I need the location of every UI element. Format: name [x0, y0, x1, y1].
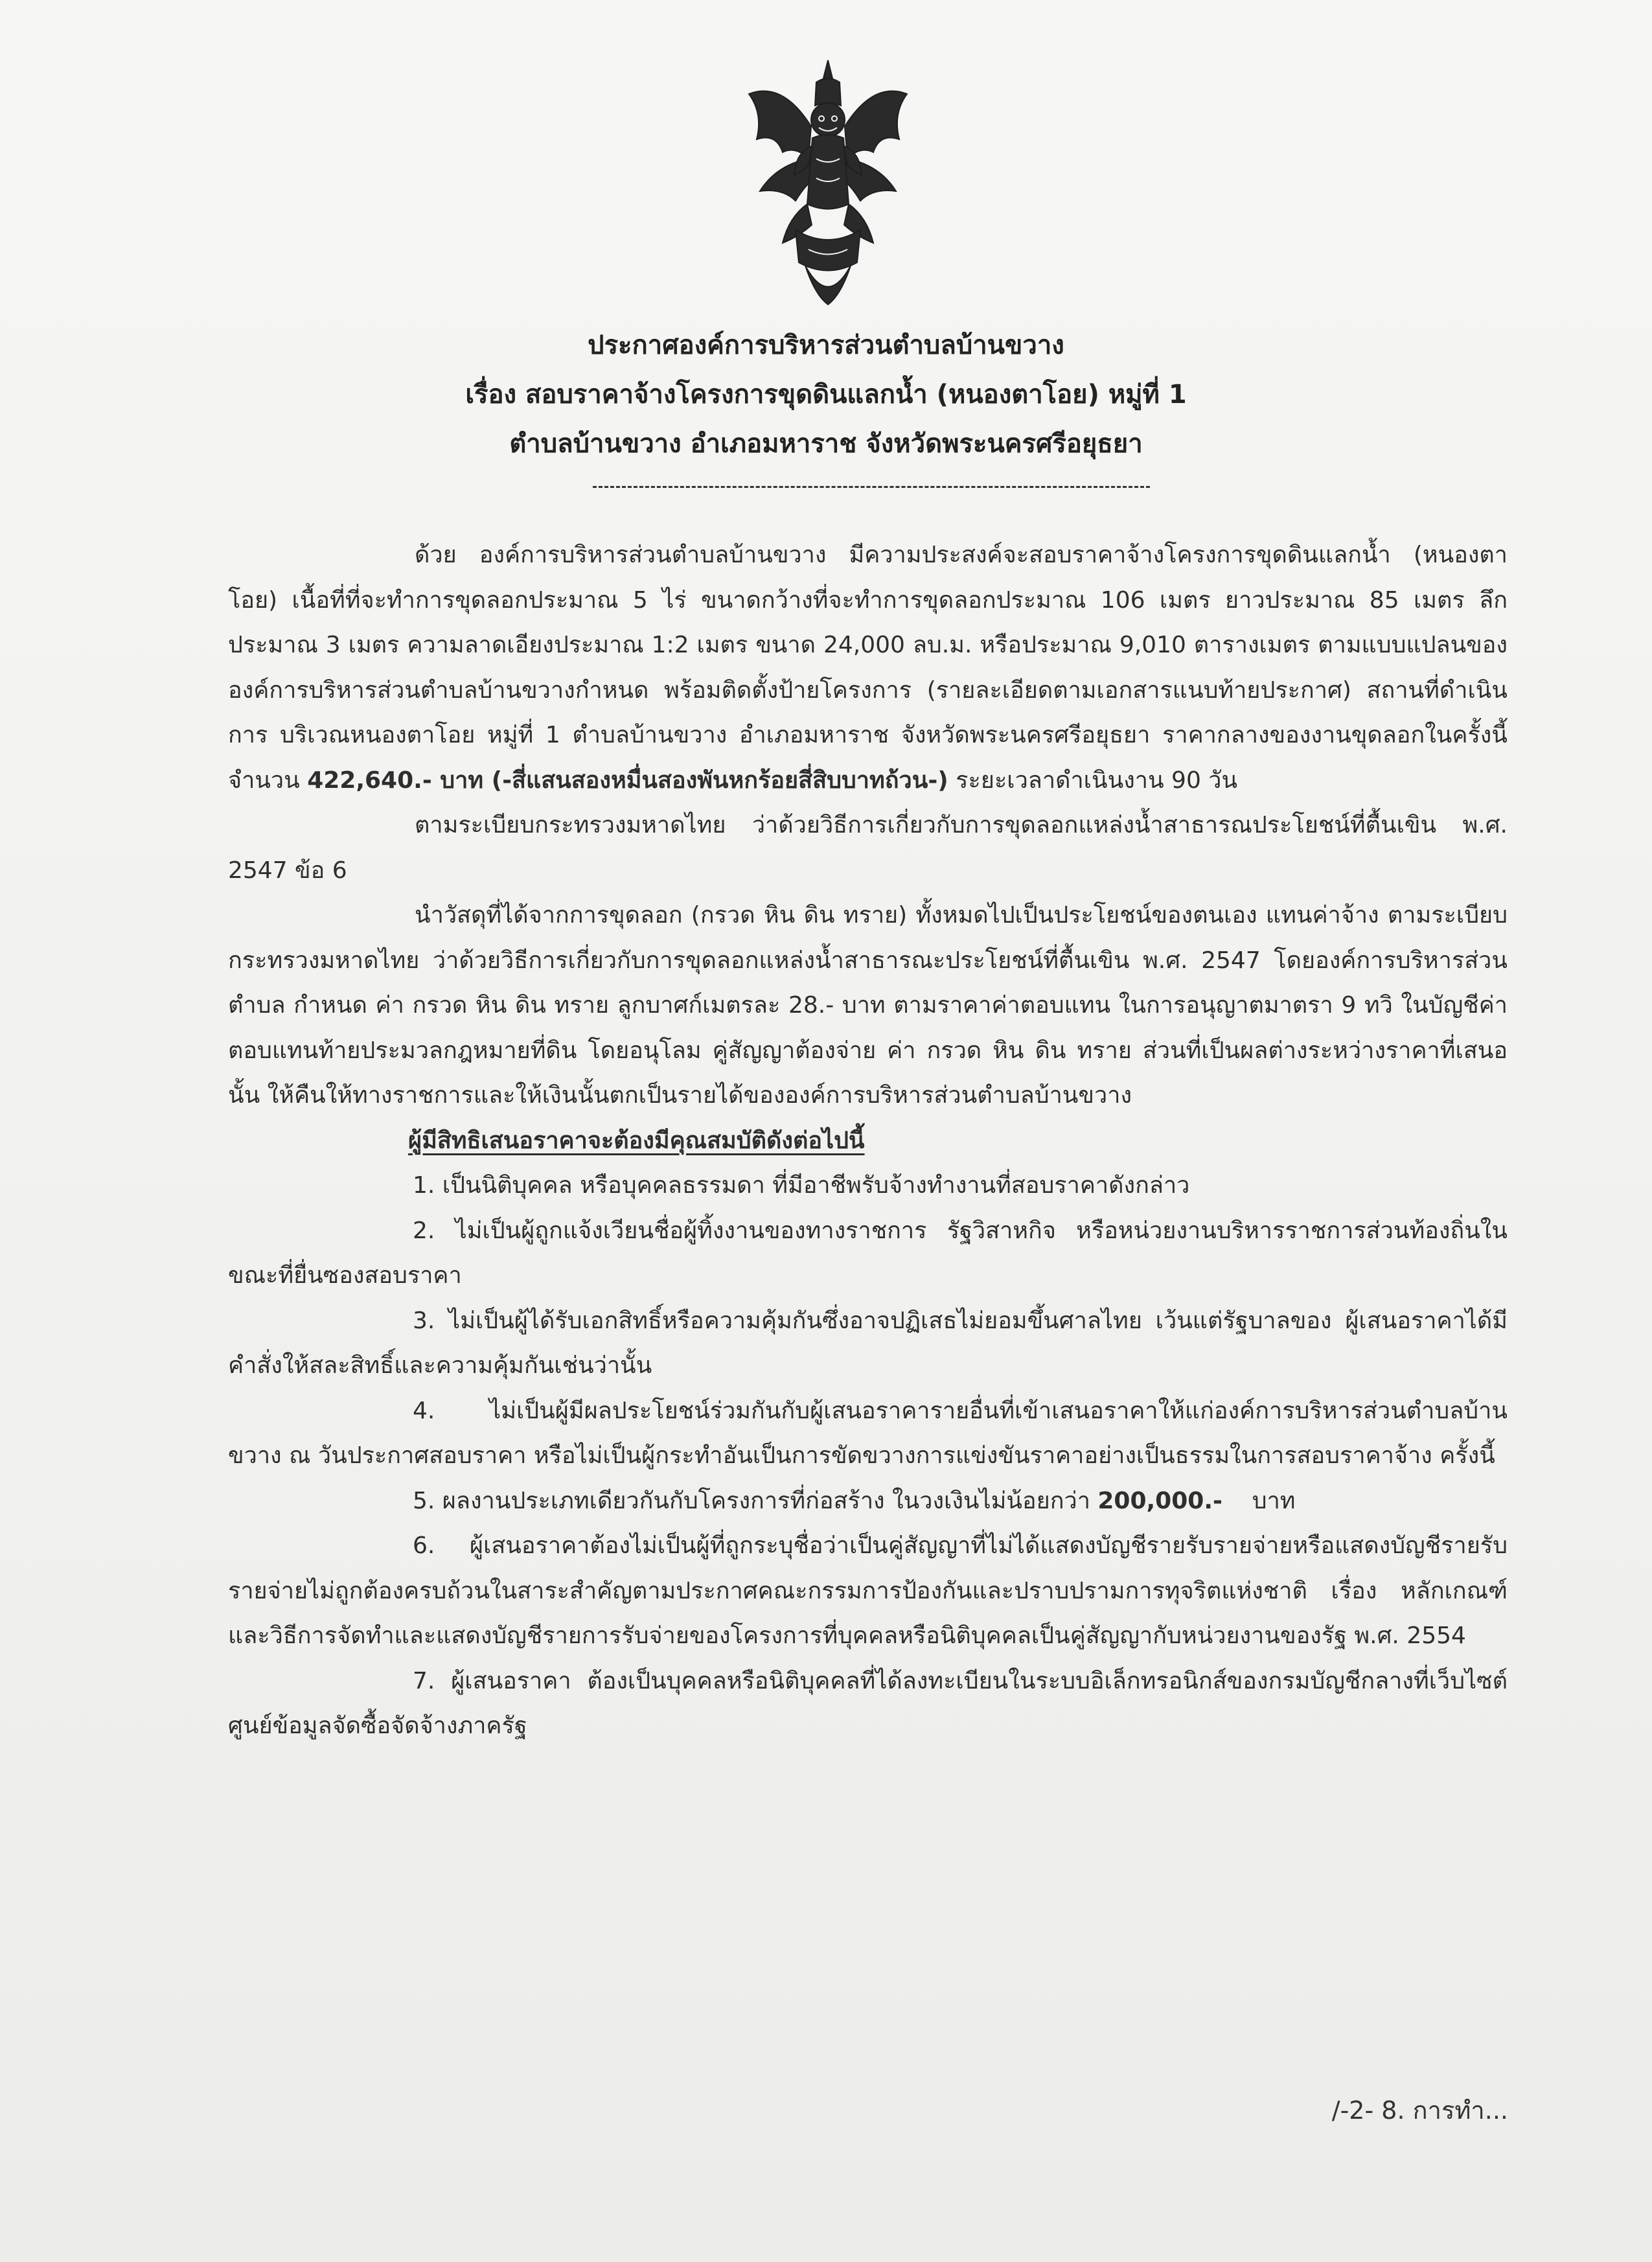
qualifications-heading: ผู้มีสิทธิเสนอราคาจะต้องมีคุณสมบัติดังต่อไปนี้: [408, 1127, 865, 1154]
intro-text-b: ระยะเวลาดำเนินงาน 90 วัน: [948, 767, 1238, 794]
garuda-emblem: [744, 55, 912, 314]
heading-line-subject: เรื่อง สอบราคาจ้างโครงการขุดดินแลกน้ำ (หนองตาโอย) หมู่ที่ 1: [465, 380, 1187, 410]
qualification-item-7: 7. ผู้เสนอราคา ต้องเป็นบุคคลหรือนิติบุคคลที่ได้ลงทะเบียนในระบบอิเล็กทรอนิกส์ของกรมบัญชีกลางที่เว็บไซต์ศูนย์ข้อมูลจัดซื้อจัดจ้างภาครัฐ: [228, 1667, 1508, 1739]
heading-line-location: ตำบลบ้านขวาง อำเภอมหาราช จังหวัดพระนครศรีอยุธยา: [509, 429, 1143, 459]
regulation-paragraph: ตามระเบียบกระทรวงมหาดไทย ว่าด้วยวิธีการเกี่ยวกับการขุดลอกแหล่งน้ำสาธารณประโยชน์ที่ตื้นเขิน พ.ศ. 2547 ข้อ 6: [228, 812, 1508, 884]
qualification-item-2: 2. ไม่เป็นผู้ถูกแจ้งเวียนชื่อผู้ทิ้งงานของทางราชการ รัฐวิสาหกิจ หรือหน่วยงานบริหารราชการส่วนท้องถิ่นในขณะที่ยื่นซองสอบราคา: [228, 1217, 1508, 1289]
qualification-item-5: [228, 1479, 1508, 1524]
intro-paragraph: [228, 533, 1508, 803]
qualification-item-3: 3. ไม่เป็นผู้ได้รับเอกสิทธิ์หรือความคุ้มกันซึ่งอาจปฏิเสธไม่ยอมขึ้นศาลไทย เว้นแต่รัฐบาลของ ผู้เสนอราคาได้มีคำสั่งให้สละสิทธิ์และความคุ้มกันเช่นว่านั้น: [228, 1307, 1508, 1379]
heading-divider: [593, 486, 1150, 488]
announcement-heading: [194, 321, 1458, 468]
qualification-item-1: 1. เป็นนิติบุคคล หรือบุคคลธรรมดา ที่มีอาชีพรับจ้างทำงานที่สอบราคาดังกล่าว: [413, 1172, 1190, 1199]
qualification-item-4: 4. ไม่เป็นผู้มีผลประโยชน์ร่วมกันกับผู้เสนอราคารายอื่นที่เข้าเสนอราคาให้แก่องค์การบริหารส่วนตำบลบ้านขวาง ณ วันประกาศสอบราคา หรือไม่เป็นผู้กระทำอันเป็นการขัดขวางการแข่งขันราคาอย่างเป็นธรรมในการสอบราคาจ้าง ครั้งนี้: [228, 1397, 1508, 1469]
announcement-body: [228, 533, 1508, 1749]
qualification-item-6: 6. ผู้เสนอราคาต้องไม่เป็นผู้ที่ถูกระบุชื่อว่าเป็นคู่สัญญาที่ไม่ได้แสดงบัญชีรายรับรายจ่ายหรือแสดงบัญชีรายรับรายจ่ายไม่ถูกต้องครบถ้วนในสาระสำคัญตามประกาศคณะกรรมการป้องกันและปราบปรามการทุจริตแห่งชาติ เรื่อง หลักเกณฑ์และวิธีการจัดทำและแสดงบัญชีรายการรับจ่ายของโครงการที่บุคคลหรือนิติบุคคลเป็นคู่สัญญากับหน่วยงานของรัฐ พ.ศ. 2554: [228, 1532, 1508, 1649]
item5-amount: 200,000.-: [1097, 1487, 1222, 1514]
page-continuation-note: /-2- 8. การทำ...: [1331, 2096, 1508, 2125]
item5-text: 5. ผลงานประเภทเดียวกันกับโครงการที่ก่อสร้าง ในวงเงินไม่น้อยกว่า: [413, 1487, 1098, 1514]
item5-unit: บาท: [1222, 1487, 1296, 1514]
materials-paragraph: นำวัสดุที่ได้จากการขุดลอก (กรวด หิน ดิน ทราย) ทั้งหมดไปเป็นประโยชน์ของตนเอง แทนค่าจ้าง ตามระเบียบกระทรวงมหาดไทย ว่าด้วยวิธีการเกี่ยวกับการขุดลอกแหล่งน้ำสาธารณะประโยชน์ที่ตื้นเขิน พ.ศ. 2547 โดยองค์การบริหารส่วนตำบล กำหนด ค่า กรวด หิน ดิน ทราย ลูกบาศก์เมตรละ 28.- บาท ตามราคาค่าตอบแทน ในการอนุญาตมาตรา 9 ทวิ ในบัญชีค่าตอบแทนท้ายประมวลกฎหมายที่ดิน โดยอนุโลม คู่สัญญาต้องจ่าย ค่า กรวด หิน ดิน ทราย ส่วนที่เป็นผลต่างระหว่างราคาที่เสนอนั้น ให้คืนให้ทางราชการและให้เงินนั้นตกเป็นรายได้ขององค์การบริหารส่วนตำบลบ้านขวาง: [228, 902, 1508, 1109]
intro-text-a: ด้วย องค์การบริหารส่วนตำบลบ้านขวาง มีความประสงค์จะสอบราคาจ้างโครงการขุดดินแลกน้ำ (หนองตาโอย) เนื้อที่ที่จะทำการขุดลอกประมาณ 5 ไร่ ขนาดกว้างที่จะทำการขุดลอกประมาณ 106 เมตร ยาวประมาณ 85 เมตร ลึกประมาณ 3 เมตร ความลาดเอียงประมาณ 1:2 เมตร ขนาด 24,000 ลบ.ม. หรือประมาณ 9,010 ตารางเมตร ตามแบบแปลนขององค์การบริหารส่วนตำบลบ้านขวางกำหนด พร้อมติดตั้งป้ายโครงการ (รายละเอียดตามเอกสารแนบท้ายประกาศ) สถานที่ดำเนินการ บริเวณหนองตาโอย หมู่ที่ 1 ตำบลบ้านขวาง อำเภอมหาราช จังหวัดพระนครศรีอยุธยา ราคากลางของงานขุดลอกในครั้งนี้ จำนวน: [228, 542, 1508, 794]
intro-price: 422,640.- บาท (-สี่แสนสองหมื่นสองพันหกร้อยสี่สิบบาทถ้วน-): [307, 767, 948, 794]
heading-line-organization: ประกาศองค์การบริหารส่วนตำบลบ้านขวาง: [588, 330, 1064, 360]
